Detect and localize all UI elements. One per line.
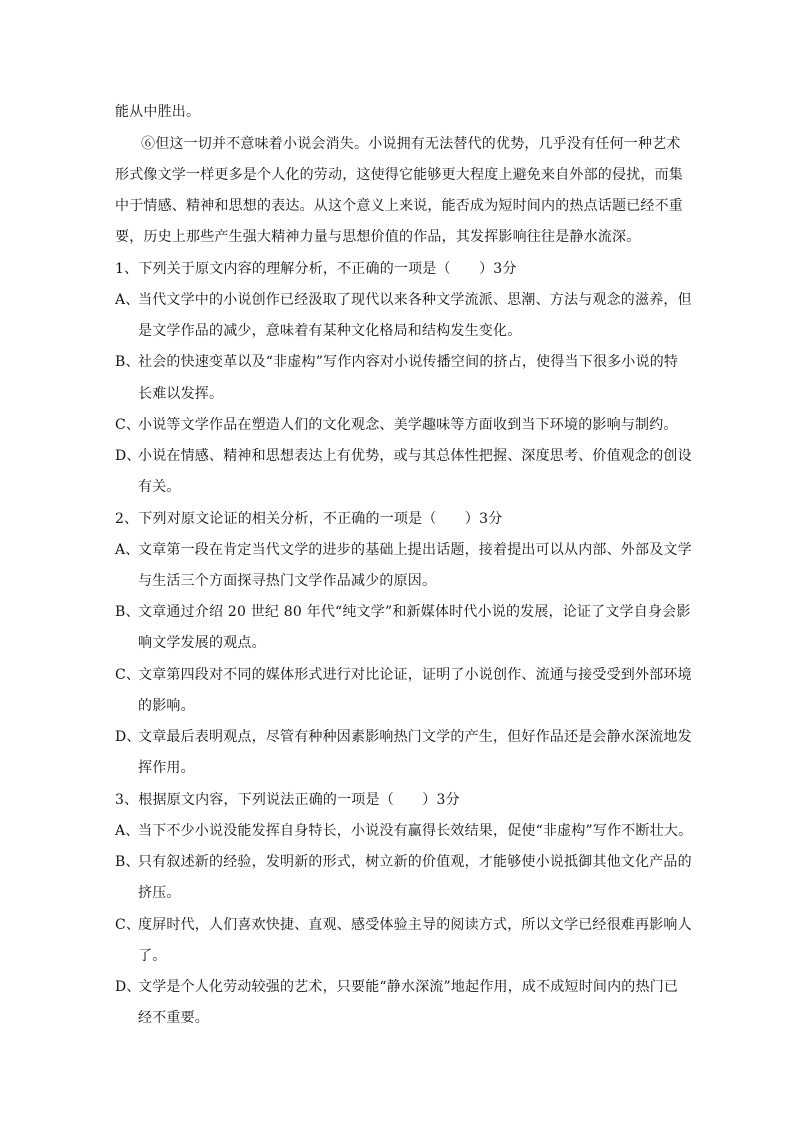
q2-option-a-text: 文章第一段在肯定当代文学的进步的基础上提出话题，接着提出可以从内部、外部及文学 [138,542,692,558]
q1-option-a-label: A、 [115,292,140,308]
q1-option-b-text: 社会的快速变革以及“非虚构”写作内容对小说传播空间的挤占，使得当下很多小说的特 [138,354,679,370]
q3-option-d-text: 经不重要。 [138,1010,209,1026]
q1-option-d-text: 有关。 [138,479,181,495]
q1-option-b-text: 长难以发挥。 [138,386,224,402]
q3-option-c-label: C、 [115,917,141,933]
q2-option-d-text: 挥作用。 [138,760,195,776]
q1-option-d-label: D、 [115,448,141,464]
q2-option-c-label: C、 [115,667,141,683]
q2-option-a-label: A、 [115,542,140,558]
q3-option-a-label: A、 [115,823,140,839]
q2-option-b-text: 文章通过介绍 20 世纪 80 年代“纯文学”和新媒体时代小说的发展，论证了文学自身会影 [138,604,691,620]
q2-option-c-text: 文章第四段对不同的媒体形式进行对比论证，证明了小说创作、流通与接受受到外部环境 [138,667,692,683]
q3-option-a-text: 当下不少小说没能发挥自身特长，小说没有赢得长效结果，促使“非虚构”写作不断壮大。 [138,823,693,839]
question-2-stem: 2、下列对原文论证的相关分析，不正确的一项是（ ）3分 [115,511,503,527]
q3-option-b-label: B、 [115,854,140,870]
q1-option-a-text: 是文学作品的减少，意味着有某种文化格局和结构发生变化。 [138,323,522,339]
passage-paragraph-6-line: 形式像文学一样更多是个人化的劳动，这使得它能够更大程度上避免来自外部的侵扰，而集 [115,167,683,183]
q3-option-b-text: 只有叙述新的经验，发明新的形式，树立新的价值观，才能够使小说抵御其他文化产品的 [138,854,692,870]
q1-option-c-text: 小说等文学作品在塑造人们的文化观念、美学趣味等方面收到当下环境的影响与制约。 [138,417,678,433]
q3-option-d-text: 文学是个人化劳动较强的艺术，只要能“静水深流”地起作用，成不成短时间内的热门已 [138,979,679,995]
q3-option-d-label: D、 [115,979,141,995]
passage-line: 能从中胜出。 [115,104,201,120]
q3-option-b-text: 挤压。 [138,885,181,901]
question-3-stem: 3、根据原文内容，下列说法正确的一项是（ ）3分 [115,792,460,808]
q2-option-d-text: 文章最后表明观点，尽管有种种因素影响热门文学的产生，但好作品还是会静水深流地发 [138,729,692,745]
q1-option-b-label: B、 [115,354,140,370]
question-1-stem: 1、下列关于原文内容的理解分析，不正确的一项是（ ）3分 [115,261,517,277]
q2-option-d-label: D、 [115,729,141,745]
passage-paragraph-6-line: 中于情感、精神和思想的表达。从这个意义上来说，能否成为短时间内的热点话题已经不重 [115,198,683,214]
passage-paragraph-6-line: ⑥但这一切并不意味着小说会消失。小说拥有无法替代的优势，几乎没有任何一种艺术 [141,136,681,152]
q3-option-c-text: 度屏时代，人们喜欢快捷、直观、感受体验主导的阅读方式，所以文学已经很难再影响人 [138,917,692,933]
passage-paragraph-6-line: 要，历史上那些产生强大精神力量与思想价值的作品，其发挥影响往往是静水流深。 [115,229,641,245]
q1-option-a-text: 当代文学中的小说创作已经汲取了现代以来各种文学流派、思潮、方法与观念的滋养，但 [138,292,692,308]
q1-option-d-text: 小说在情感、精神和思想表达上有优势，或与其总体性把握、深度思考、价值观念的创设 [138,448,692,464]
q2-option-b-text: 响文学发展的观点。 [138,635,266,651]
q2-option-b-label: B、 [115,604,140,620]
q2-option-c-text: 的影响。 [138,698,195,714]
q2-option-a-text: 与生活三个方面探寻热门文学作品减少的原因。 [138,573,437,589]
q1-option-c-label: C、 [115,417,141,433]
q3-option-c-text: 了。 [138,948,167,964]
